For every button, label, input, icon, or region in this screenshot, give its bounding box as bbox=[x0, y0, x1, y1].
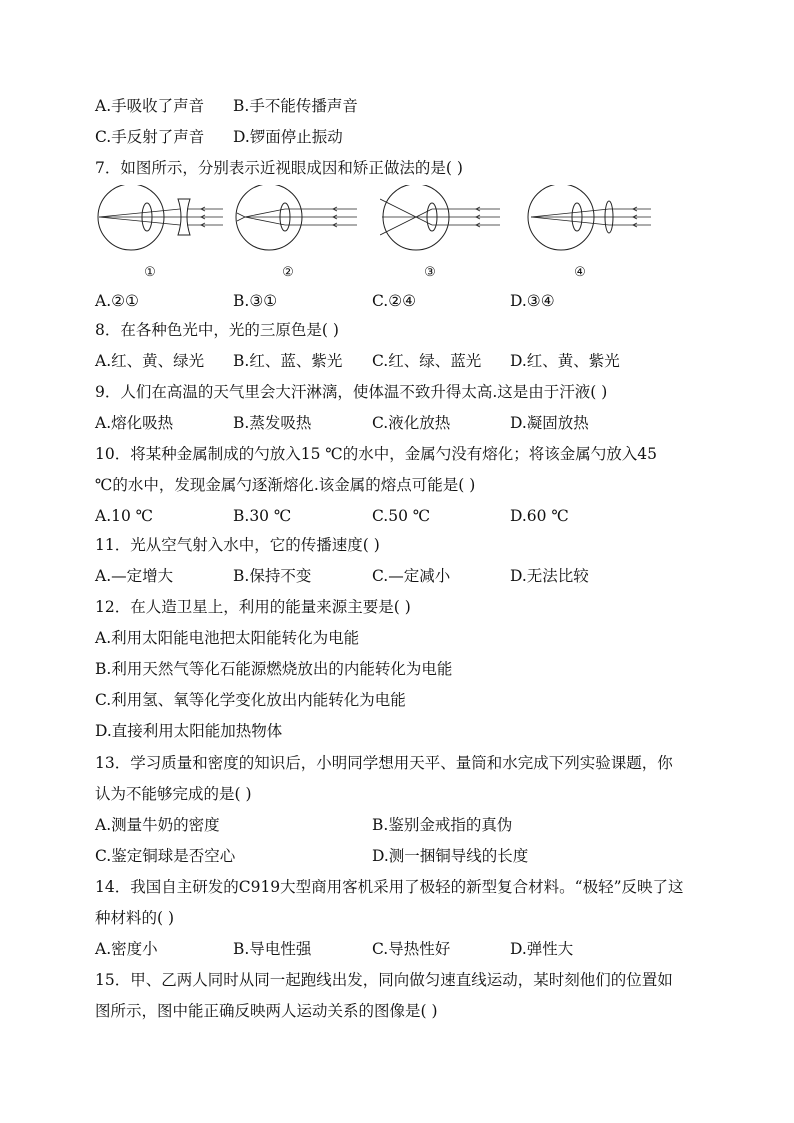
eye-figure-2 bbox=[233, 185, 363, 285]
q8-option-a: A.红、黄、绿光 bbox=[95, 352, 205, 370]
q10-option-b: B.30 ℃ bbox=[233, 507, 292, 525]
q9-option-a: A.熔化吸热 bbox=[95, 414, 174, 432]
q12-option-c: C.利用氢、氧等化学变化放出内能转化为电能 bbox=[95, 691, 406, 709]
q7-option-b: B.③① bbox=[233, 292, 278, 310]
q8-option-b: B.红、蓝、紫光 bbox=[233, 352, 343, 370]
q6-option-a: A.手吸收了声音 bbox=[95, 97, 205, 115]
q7-eye-figures bbox=[95, 185, 655, 285]
q15-stem-line-1: 15．甲、乙两人同时从同一起跑线出发，同向做匀速直线运动，某时刻他们的位置如 bbox=[95, 971, 673, 989]
q9-option-b: B.蒸发吸热 bbox=[233, 414, 312, 432]
q7-option-d: D.③④ bbox=[510, 292, 555, 310]
q6-option-c: C.手反射了声音 bbox=[95, 128, 205, 146]
q7-option-c: C.②④ bbox=[372, 292, 417, 310]
q11-option-a: A.—定增大 bbox=[95, 567, 174, 585]
q7-stem: 7．如图所示，分别表示近视眼成因和矫正做法的是( ) bbox=[95, 159, 463, 177]
q8-option-d: D.红、黄、紫光 bbox=[510, 352, 620, 370]
q10-option-d: D.60 ℃ bbox=[510, 507, 569, 525]
q13-stem-line-2: 认为不能够完成的是( ) bbox=[95, 785, 252, 803]
q14-option-c: C.导热性好 bbox=[372, 940, 451, 958]
eye-diagram-hyperopia-icon bbox=[380, 185, 510, 255]
q13-option-c: C.鉴定铜球是否空心 bbox=[95, 847, 236, 865]
q12-option-b: B.利用天然气等化石能源燃烧放出的内能转化为电能 bbox=[95, 660, 453, 678]
q6-option-d: D.锣面停止振动 bbox=[233, 128, 343, 146]
q13-option-d: D.测一捆铜导线的长度 bbox=[372, 847, 529, 865]
eye-diagram-concave-lens-icon bbox=[95, 185, 225, 255]
eye-diagram-convex-lens-icon bbox=[525, 185, 655, 255]
q13-option-a: A.测量牛奶的密度 bbox=[95, 816, 220, 834]
q11-stem: 11．光从空气射入水中，它的传播速度( ) bbox=[95, 536, 380, 554]
figure-label-1: ① bbox=[144, 265, 156, 280]
q14-option-d: D.弹性大 bbox=[510, 940, 574, 958]
q10-stem-line-2: ℃的水中，发现金属勺逐渐熔化.该金属的熔点可能是( ) bbox=[95, 476, 476, 494]
q13-option-b: B.鉴别金戒指的真伪 bbox=[372, 816, 513, 834]
q13-stem-line-1: 13．学习质量和密度的知识后，小明同学想用天平、量筒和水完成下列实验课题，你 bbox=[95, 754, 673, 772]
q10-stem-line-1: 10．将某种金属制成的勺放入15 ℃的水中，金属勺没有熔化；将该金属勺放入45 bbox=[95, 445, 657, 463]
q12-option-d: D.直接利用太阳能加热物体 bbox=[95, 722, 283, 740]
q7-option-a: A.②① bbox=[95, 292, 139, 310]
figure-label-3: ③ bbox=[424, 265, 436, 280]
q14-option-a: A.密度小 bbox=[95, 940, 158, 958]
q8-option-c: C.红、绿、蓝光 bbox=[372, 352, 482, 370]
q10-option-a: A.10 ℃ bbox=[95, 507, 154, 525]
eye-figure-1 bbox=[95, 185, 225, 285]
q9-stem: 9．人们在高温的天气里会大汗淋漓，使体温不致升得太高.这是由于汗液( ) bbox=[95, 383, 608, 401]
q12-stem: 12．在人造卫星上，利用的能量来源主要是( ) bbox=[95, 598, 411, 616]
q10-option-c: C.50 ℃ bbox=[372, 507, 431, 525]
q9-option-d: D.凝固放热 bbox=[510, 414, 589, 432]
q11-option-b: B.保持不变 bbox=[233, 567, 312, 585]
eye-diagram-myopia-icon bbox=[233, 185, 363, 255]
q14-stem-line-1: 14．我国自主研发的C919大型商用客机采用了极轻的新型复合材料。“极轻”反映了这 bbox=[95, 878, 684, 896]
q6-option-b: B.手不能传播声音 bbox=[233, 97, 358, 115]
q11-option-d: D.无法比较 bbox=[510, 567, 589, 585]
figure-label-4: ④ bbox=[574, 265, 586, 280]
q14-stem-line-2: 种材料的( ) bbox=[95, 909, 175, 927]
q9-option-c: C.液化放热 bbox=[372, 414, 451, 432]
q11-option-c: C.—定减小 bbox=[372, 567, 451, 585]
q14-option-b: B.导电性强 bbox=[233, 940, 312, 958]
q12-option-a: A.利用太阳能电池把太阳能转化为电能 bbox=[95, 629, 360, 647]
q15-stem-line-2: 图所示，图中能正确反映两人运动关系的图像是( ) bbox=[95, 1002, 438, 1020]
figure-label-2: ② bbox=[282, 265, 294, 280]
q8-stem: 8．在各种色光中，光的三原色是( ) bbox=[95, 321, 339, 339]
eye-figure-3 bbox=[380, 185, 510, 285]
eye-figure-4 bbox=[525, 185, 655, 285]
